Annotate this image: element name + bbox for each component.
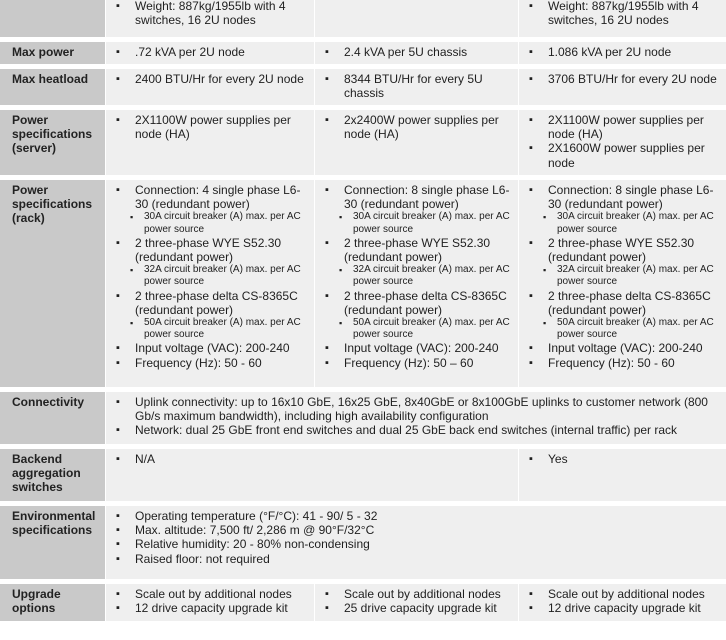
list-item: ▪ Frequency (Hz): 50 - 60 xyxy=(523,356,722,370)
cell-power-rack-col1 xyxy=(106,180,315,392)
cell-upgrade-col3 xyxy=(519,584,726,626)
list-item: ▪ 12 drive capacity upgrade kit xyxy=(110,601,310,615)
cell-power-rack-col3 xyxy=(519,180,726,392)
list-item: ▪ 25 drive capacity upgrade kit xyxy=(319,601,514,615)
cell-power-server-col2 xyxy=(315,110,519,180)
table-row-environmental xyxy=(0,506,726,584)
cell-backend-col12 xyxy=(106,449,519,506)
row-label-environmental: Environmental specifications xyxy=(0,506,106,584)
list-item: ▪ Frequency (Hz): 50 – 60 xyxy=(319,356,514,370)
table-row-backend xyxy=(0,449,726,506)
list-item: ▪ Raised floor: not required xyxy=(110,552,722,566)
list-item: ▪ Yes xyxy=(523,452,722,466)
cell-power-server-col1 xyxy=(106,110,315,180)
sub-list-item: ▪ 32A circuit breaker (A) max. per AC power source xyxy=(319,264,514,288)
table-row-max-heatload xyxy=(0,69,726,110)
list-item: ▪ N/A xyxy=(110,452,514,466)
row-label-upgrade: Upgrade options xyxy=(0,584,106,626)
list-item: ▪ 2.4 kVA per 5U chassis xyxy=(319,45,514,59)
row-label-weight xyxy=(0,0,106,42)
sub-list-item: ▪ 50A circuit breaker (A) max. per AC power source xyxy=(523,317,722,341)
row-label-max-power: Max power xyxy=(0,42,106,69)
list-item: ▪ Relative humidity: 20 - 80% non-condensing xyxy=(110,537,722,551)
list-item: ▪ 2 three-phase delta CS-8365C (redundant power) xyxy=(523,289,722,317)
cell-backend-col3 xyxy=(519,449,726,506)
cell-upgrade-col2 xyxy=(315,584,519,626)
cell-max-heatload-col1 xyxy=(106,69,315,110)
sub-list-item: ▪ 30A circuit breaker (A) max. per AC power source xyxy=(523,211,722,235)
cell-upgrade-col1 xyxy=(106,584,315,626)
table-row-power-server xyxy=(0,110,726,180)
list-item: ▪ Connection: 8 single phase L6-30 (redundant power) xyxy=(523,183,722,211)
list-item: ▪ Connection: 8 single phase L6-30 (redundant power) xyxy=(319,183,514,211)
table-row-power-rack xyxy=(0,180,726,392)
row-label-backend: Backend aggregation switches xyxy=(0,449,106,506)
sub-list-item: ▪ 50A circuit breaker (A) max. per AC power source xyxy=(110,317,310,341)
cell-weight-col1 xyxy=(106,0,315,42)
list-item: ▪ 2 three-phase delta CS-8365C (redundant power) xyxy=(319,289,514,317)
list-item: ▪ Scale out by additional nodes xyxy=(110,587,310,601)
list-item: ▪ Weight: 887kg/1955lb with 4 switches, 16 2U nodes xyxy=(523,0,722,27)
list-item: ▪ 2 three-phase WYE S52.30 (redundant power) xyxy=(110,236,310,264)
list-item: ▪ Uplink connectivity: up to 16x10 GbE, 16x25 GbE, 8x40GbE or 8x100GbE uplinks to customer network (800 Gb/s maximum bandwidth), including high availability configuration xyxy=(110,395,722,423)
table-row-max-power xyxy=(0,42,726,69)
list-item: ▪ Network: dual 25 GbE front end switches and dual 25 GbE back end switches (internal traffic) per rack xyxy=(110,423,722,437)
list-item: ▪ Input voltage (VAC): 200-240 xyxy=(523,341,722,355)
list-item: ▪ Operating temperature (°F/°C): 41 - 90/ 5 - 32 xyxy=(110,509,722,523)
list-item: ▪ Weight: 887kg/1955lb with 4 switches, 16 2U nodes xyxy=(110,0,310,27)
list-item: ▪ 3706 BTU/Hr for every 2U node xyxy=(523,72,722,86)
list-item: ▪ 2X1100W power supplies per node (HA) xyxy=(110,113,310,141)
sub-list-item: ▪ 32A circuit breaker (A) max. per AC power source xyxy=(110,264,310,288)
table-row-weight xyxy=(0,0,726,42)
row-label-max-heatload: Max heatload xyxy=(0,69,106,110)
list-item: ▪ Scale out by additional nodes xyxy=(523,587,722,601)
sub-list-item: ▪ 30A circuit breaker (A) max. per AC power source xyxy=(110,211,310,235)
row-label-connectivity: Connectivity xyxy=(0,392,106,449)
list-item: ▪ 2X1100W power supplies per node (HA) xyxy=(523,113,722,141)
list-item: ▪ .72 kVA per 2U node xyxy=(110,45,310,59)
sub-list-item: ▪ 50A circuit breaker (A) max. per AC power source xyxy=(319,317,514,341)
cell-max-power-col3 xyxy=(519,42,726,69)
list-item: ▪ Scale out by additional nodes xyxy=(319,587,514,601)
list-item: ▪ 2 three-phase WYE S52.30 (redundant power) xyxy=(523,236,722,264)
cell-connectivity xyxy=(106,392,726,449)
list-item: ▪ Frequency (Hz): 50 - 60 xyxy=(110,356,310,370)
list-item: ▪ 2X1600W power supplies per node xyxy=(523,141,722,169)
cell-power-rack-col2 xyxy=(315,180,519,392)
list-item: ▪ Input voltage (VAC): 200-240 xyxy=(319,341,514,355)
cell-max-heatload-col2 xyxy=(315,69,519,110)
table-row-upgrade xyxy=(0,584,726,626)
sub-list-item: ▪ 32A circuit breaker (A) max. per AC power source xyxy=(523,264,722,288)
cell-max-heatload-col3 xyxy=(519,69,726,110)
cell-environmental xyxy=(106,506,726,584)
list-item: ▪ 2 three-phase delta CS-8365C (redundant power) xyxy=(110,289,310,317)
cell-max-power-col1 xyxy=(106,42,315,69)
list-item: ▪ 2 three-phase WYE S52.30 (redundant power) xyxy=(319,236,514,264)
cell-max-power-col2 xyxy=(315,42,519,69)
list-item: ▪ Connection: 4 single phase L6-30 (redundant power) xyxy=(110,183,310,211)
list-item: ▪ 2400 BTU/Hr for every 2U node xyxy=(110,72,310,86)
row-label-power-rack: Power specifications (rack) xyxy=(0,180,106,392)
cell-weight-col3 xyxy=(519,0,726,42)
sub-list-item: ▪ 30A circuit breaker (A) max. per AC power source xyxy=(319,211,514,235)
row-label-power-server: Power specifications (server) xyxy=(0,110,106,180)
table-row-connectivity xyxy=(0,392,726,449)
cell-power-server-col3 xyxy=(519,110,726,180)
list-item: ▪ 1.086 kVA per 2U node xyxy=(523,45,722,59)
list-item: ▪ Max. altitude: 7,500 ft/ 2,286 m @ 90°F/32°C xyxy=(110,523,722,537)
list-item: ▪ 8344 BTU/Hr for every 5U chassis xyxy=(319,72,514,100)
list-item: ▪ 2x2400W power supplies per node (HA) xyxy=(319,113,514,141)
list-item: ▪ Input voltage (VAC): 200-240 xyxy=(110,341,310,355)
cell-weight-col2 xyxy=(315,0,519,42)
list-item: ▪ 12 drive capacity upgrade kit xyxy=(523,601,722,615)
